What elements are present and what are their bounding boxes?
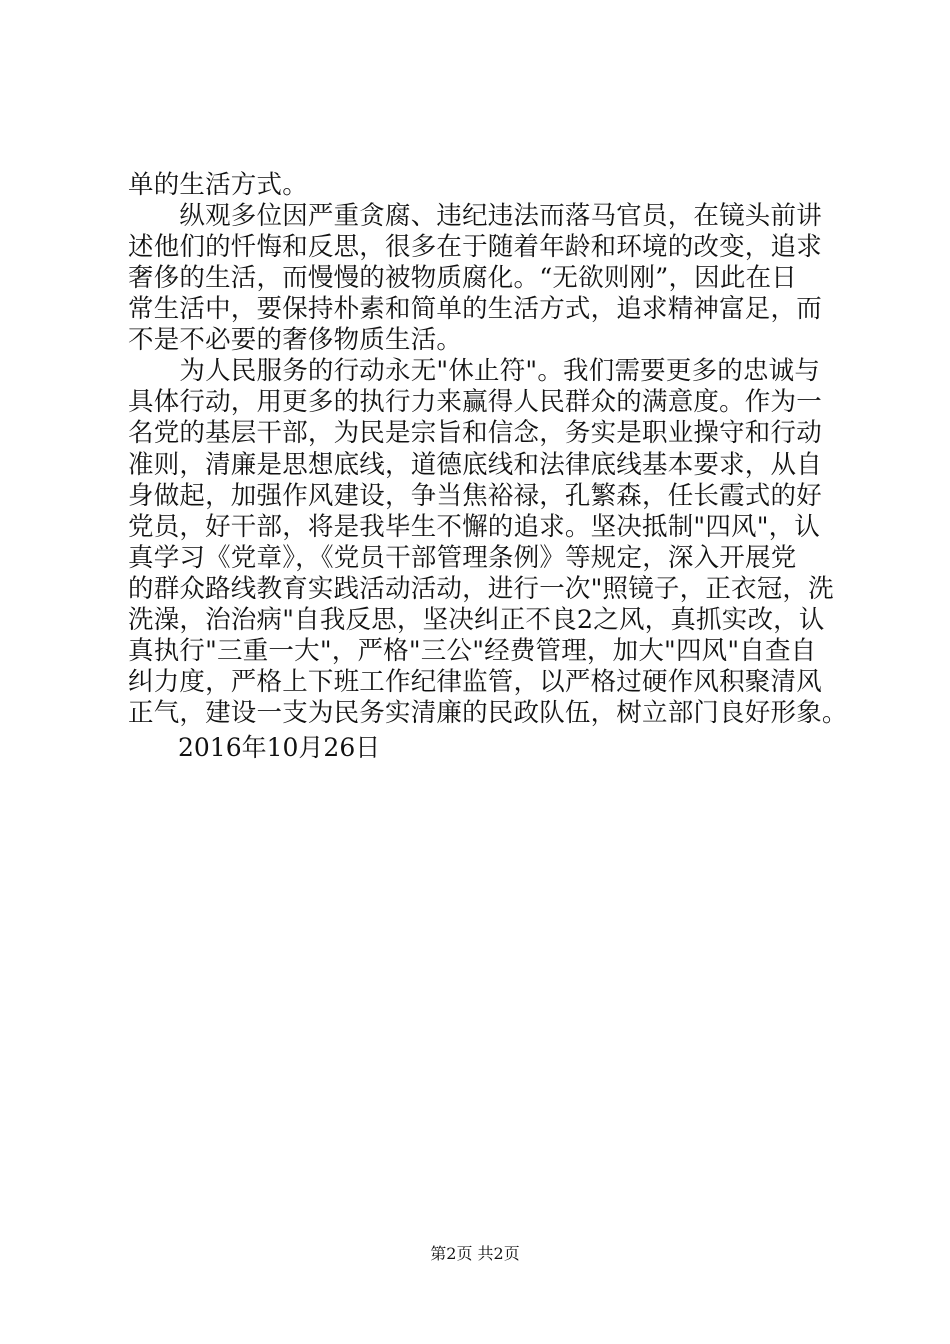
body-line: 为人民服务的行动永无"休止符"。我们需要更多的忠诚与 bbox=[128, 356, 821, 386]
body-line: 不是不必要的奢侈物质生活。 bbox=[128, 325, 463, 355]
body-line: 正气，建设一支为民务实清廉的民政队伍，树立部门良好形象。 bbox=[128, 698, 848, 728]
body-line: 单的生活方式。 bbox=[128, 170, 308, 200]
body-line: 纠力度，严格上下班工作纪律监管，以严格过硬作风积聚清风 bbox=[128, 667, 822, 697]
body-line: 党员，好干部，将是我毕生不懈的追求。坚决抵制"四风"，认 bbox=[128, 512, 821, 542]
page-footer: 第2页 共2页 bbox=[430, 1244, 520, 1263]
document-date: 2016年10月26日 bbox=[178, 733, 381, 762]
body-line: 具体行动，用更多的执行力来赢得人民群众的满意度。作为一 bbox=[128, 387, 822, 417]
body-line: 真执行"三重一大"，严格"三公"经费管理，加大"四风"自查自 bbox=[128, 636, 817, 666]
body-line: 准则，清廉是思想底线，道德底线和法律底线基本要求，从自 bbox=[128, 450, 822, 480]
body-line: 常生活中，要保持朴素和简单的生活方式，追求精神富足，而 bbox=[128, 294, 822, 324]
body-line: 洗澡，治治病"自我反思，坚决纠正不良2之风，真抓实改，认 bbox=[128, 605, 825, 635]
body-line: 名党的基层干部，为民是宗旨和信念，务实是职业操守和行动 bbox=[128, 418, 822, 448]
body-line: 真学习《党章》，《党员干部管理条例》等规定，深入开展党 bbox=[128, 543, 797, 573]
body-line: 身做起，加强作风建设，争当焦裕禄，孔繁森，任长霞式的好 bbox=[128, 481, 822, 511]
body-line: 述他们的忏悔和反思，很多在于随着年龄和环境的改变，追求 bbox=[128, 232, 822, 262]
body-line: 的群众路线教育实践活动活动，进行一次"照镜子，正衣冠，洗 bbox=[128, 574, 834, 604]
body-line: 奢侈的生活，而慢慢的被物质腐化。“无欲则刚”，因此在日 bbox=[128, 263, 797, 293]
body-line: 纵观多位因严重贪腐、违纪违法而落马官员，在镜头前讲 bbox=[128, 201, 822, 231]
